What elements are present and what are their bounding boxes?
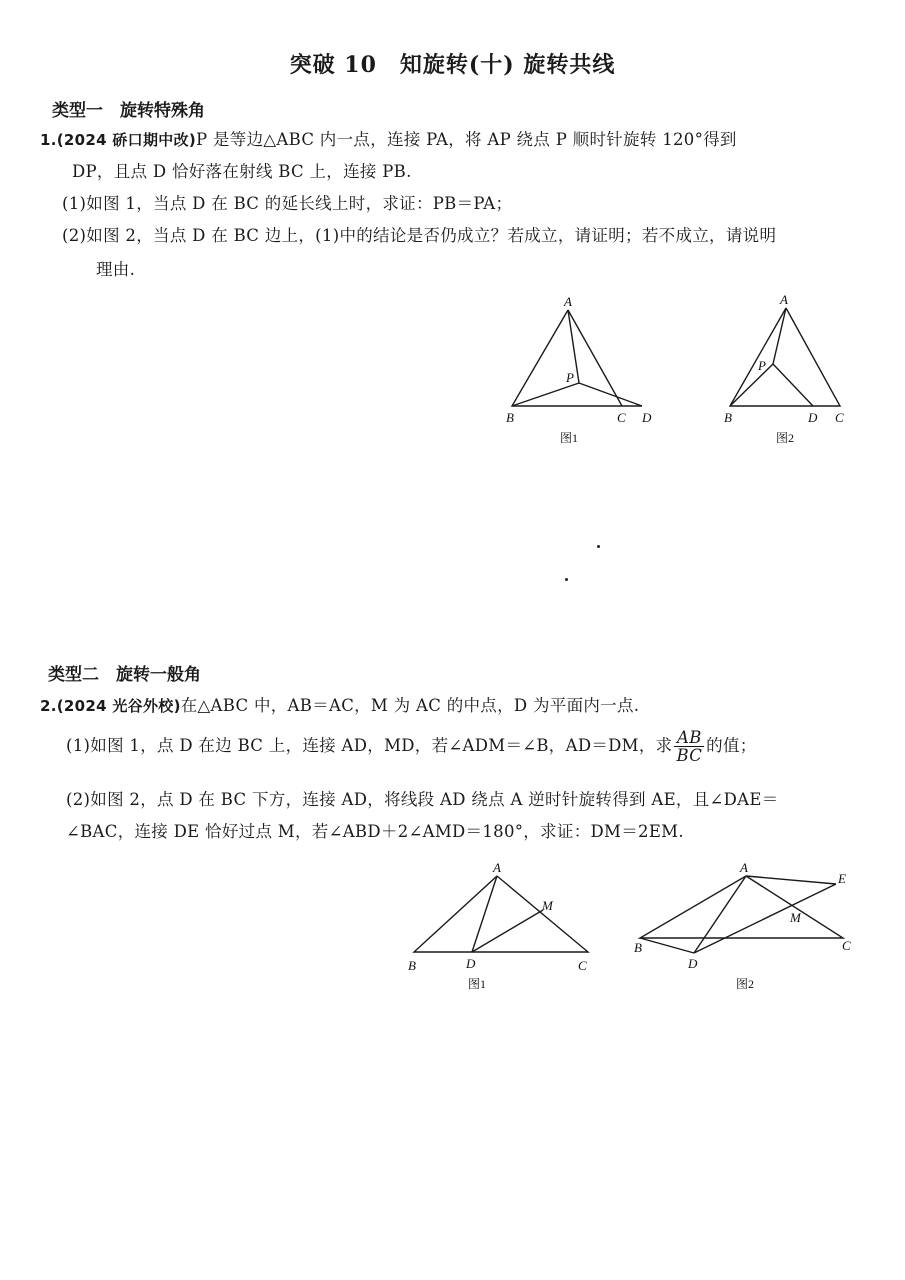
question-2-part2-line1: (2)如图 2，点 D 在 BC 下方，连接 AD，将线段 AD 绕点 A 逆时针旋转得到 AE，且∠DAE＝ xyxy=(66,790,779,809)
label-d: D xyxy=(642,410,652,425)
question-2-line1 xyxy=(40,692,639,716)
figure-q1-2 xyxy=(718,290,868,450)
question-2-source: (2024 光谷外校) xyxy=(56,697,181,715)
fraction-numerator: AB xyxy=(674,729,704,747)
stray-dot xyxy=(565,578,568,581)
label-m: M xyxy=(542,898,553,913)
label-m: M xyxy=(790,910,801,925)
label-c: C xyxy=(835,410,844,425)
question-1-part2-line2: 理由. xyxy=(96,260,136,279)
label-d: D xyxy=(688,956,698,971)
question-1-line1 xyxy=(40,126,737,150)
question-1-source: (2024 硚口期中改) xyxy=(56,131,197,149)
label-c: C xyxy=(617,410,626,425)
figure-q2-2 xyxy=(628,852,863,997)
label-a: A xyxy=(493,860,501,875)
label-a: A xyxy=(740,860,748,875)
question-1-text: P 是等边△ABC 内一点，连接 PA，将 AP 绕点 P 顺时针旋转 120°得到 xyxy=(196,130,737,149)
label-a: A xyxy=(780,292,788,307)
question-1-part2-line1: (2)如图 2，当点 D 在 BC 边上，(1)中的结论是否仍成立？若成立，请证明；若不成立，请说明 xyxy=(62,226,777,245)
section-heading-type2: 类型二 旋转一般角 xyxy=(48,665,201,685)
label-a: A xyxy=(564,294,572,309)
label-b: B xyxy=(408,958,416,973)
figure-q2-1 xyxy=(398,852,598,992)
label-b: B xyxy=(634,940,642,955)
question-2-text: 在△ABC 中，AB＝AC，M 为 AC 的中点，D 为平面内一点. xyxy=(180,696,640,715)
section-heading-type1: 类型一 旋转特殊角 xyxy=(52,101,205,121)
question-2-part1 xyxy=(66,726,757,766)
question-2-part2-line2: ∠BAC，连接 DE 恰好过点 M，若∠ABD＋2∠AMD＝180°，求证：DM＝2EM. xyxy=(66,822,684,841)
figure-q1-1 xyxy=(500,290,670,450)
fraction-ab-over-bc xyxy=(674,729,704,765)
figure-caption: 图2 xyxy=(776,431,795,445)
label-b: B xyxy=(506,410,514,425)
question-2-part1-text: (1)如图 1，点 D 在边 BC 上，连接 AD，MD，若∠ADM＝∠B，AD＝DM，求 xyxy=(66,736,673,755)
question-1-number: 1. xyxy=(40,131,57,149)
label-c: C xyxy=(842,938,851,953)
question-2-part1-suffix: 的值； xyxy=(706,736,757,755)
question-1-line2: DP，且点 D 恰好落在射线 BC 上，连接 PB. xyxy=(72,162,412,181)
figure-caption: 图1 xyxy=(560,431,579,445)
figure-caption: 图2 xyxy=(736,977,755,991)
question-1-part1: (1)如图 1，当点 D 在 BC 的延长线上时，求证：PB＝PA； xyxy=(62,194,513,213)
stray-dot xyxy=(597,545,600,548)
figure-caption: 图1 xyxy=(468,977,487,991)
label-p: P xyxy=(566,370,574,385)
label-d: D xyxy=(808,410,818,425)
fraction-denominator: BC xyxy=(676,746,703,765)
label-c: C xyxy=(578,958,587,973)
label-d: D xyxy=(466,956,476,971)
question-2-number: 2. xyxy=(40,697,57,715)
label-b: B xyxy=(724,410,732,425)
page-title: 突破 10 知旋转(十) 旋转共线 xyxy=(289,52,616,78)
label-e: E xyxy=(838,871,846,886)
label-p: P xyxy=(758,358,766,373)
